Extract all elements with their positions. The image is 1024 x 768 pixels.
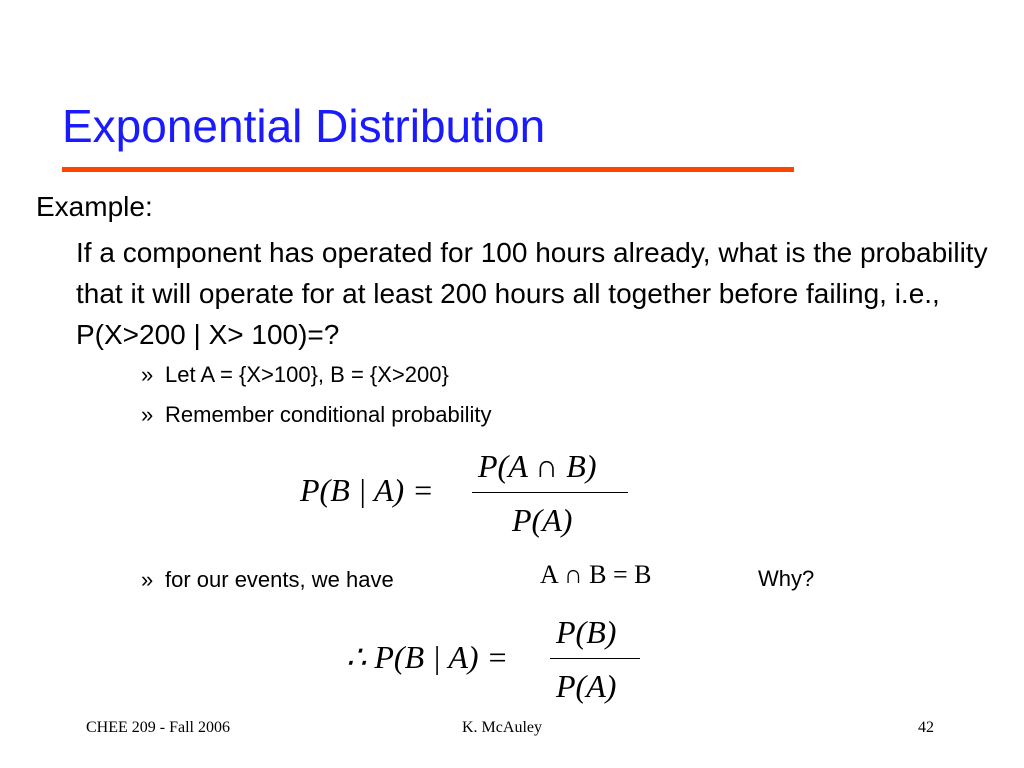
footer-author: K. McAuley (462, 719, 542, 736)
footer-page-number: 42 (918, 719, 934, 736)
intersection-identity: A ∩ B = B (540, 560, 652, 589)
equation-lhs: ∴ P(B | A) = (346, 639, 509, 675)
title-underline (62, 167, 794, 172)
bullet-marker: » (141, 567, 154, 592)
bullet-marker: » (141, 402, 154, 427)
fraction-bar (550, 658, 640, 659)
bullet-text: Let A = {X>100}, B = {X>200} (165, 362, 449, 387)
why-prompt: Why? (758, 566, 815, 591)
fraction-numerator: P(A ∩ B) (478, 448, 597, 484)
bullet-text: for our events, we have (165, 567, 394, 592)
bullet-define-events (141, 361, 449, 389)
bullet-marker: » (141, 362, 154, 387)
fraction-numerator: P(B) (556, 614, 617, 650)
bullet-our-events (141, 566, 394, 594)
fraction-denominator: P(A) (512, 502, 573, 538)
bullet-text: Remember conditional probability (165, 402, 492, 427)
result-equation (346, 614, 656, 714)
example-question: If a component has operated for 100 hours already, what is the probability that it will operate for at least 200 hours all together before failing, i.e., P(X>200 | X> 100)=? (76, 237, 988, 350)
slide-title: Exponential Distribution (62, 100, 546, 152)
fraction-bar (472, 492, 628, 493)
fraction-denominator: P(A) (556, 668, 617, 704)
bullet-conditional-probability (141, 401, 492, 429)
equation-lhs: P(B | A) = (300, 472, 434, 508)
conditional-probability-equation (300, 448, 640, 548)
example-label: Example: (36, 191, 153, 222)
footer-course: CHEE 209 - Fall 2006 (86, 719, 230, 736)
